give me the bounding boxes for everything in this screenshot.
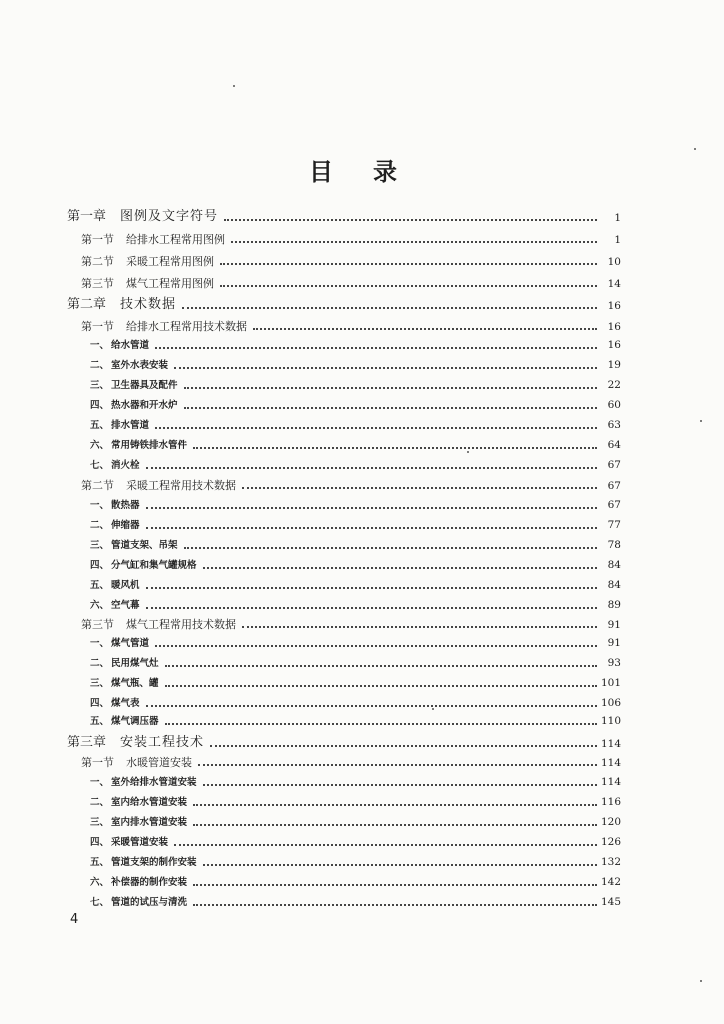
toc-entry-title: 伸缩器: [111, 520, 140, 531]
toc-entry-page: 142: [600, 876, 621, 888]
toc-entry-number: 二、: [90, 797, 110, 808]
page-number: 4: [70, 912, 79, 927]
toc-entry-title: 给水管道: [111, 340, 150, 351]
toc-entry-title: 民用煤气灶: [111, 658, 159, 669]
toc-entry-title: 煤气工程常用图例: [126, 277, 214, 290]
toc-entry-title: 煤气管道: [111, 638, 150, 649]
leader-dots: [203, 864, 597, 866]
leader-dots: [193, 904, 597, 906]
page-title: 目录: [309, 158, 437, 186]
toc-entry-page: 84: [607, 579, 621, 591]
toc-entry-title: 分气缸和集气罐规格: [111, 560, 197, 571]
toc-item: [90, 560, 621, 571]
toc-entry-title: 暖风机: [111, 580, 140, 591]
leader-dots: [146, 607, 597, 609]
toc-entry-number: 四、: [90, 400, 110, 411]
toc-item: [90, 420, 621, 431]
toc-item: [90, 340, 621, 351]
toc-item: [90, 520, 621, 531]
leader-dots: [165, 723, 597, 725]
toc-item: [90, 638, 621, 649]
leader-dots: [182, 307, 597, 309]
leader-dots: [242, 487, 597, 489]
scan-speck: [694, 148, 696, 150]
toc-entry-title: 煤气调压器: [111, 716, 159, 727]
toc-item: [90, 600, 621, 611]
leader-dots: [193, 804, 597, 806]
leader-dots: [165, 685, 597, 687]
leader-dots: [165, 665, 597, 667]
toc-section: [81, 480, 621, 491]
toc-entry-number: 第一节: [81, 320, 114, 333]
toc-entry-page: 67: [607, 479, 621, 492]
toc-entry-number: 二、: [90, 360, 110, 371]
toc-item: [90, 460, 621, 471]
toc-entry-title: 室内给水管道安装: [111, 797, 188, 808]
toc-item: [90, 817, 621, 828]
toc-entry-number: 五、: [90, 716, 110, 727]
toc-section: [81, 234, 621, 245]
toc-entry-page: 145: [600, 896, 621, 908]
toc-entry-number: 二、: [90, 520, 110, 531]
toc-entry-page: 110: [600, 715, 621, 727]
leader-dots: [184, 547, 597, 549]
toc-entry-page: 132: [600, 856, 621, 868]
leader-dots: [146, 467, 597, 469]
toc-entry-page: 116: [600, 796, 621, 808]
leader-dots: [193, 884, 597, 886]
toc-entry-page: 106: [600, 697, 621, 709]
leader-dots: [198, 764, 597, 766]
toc-entry-page: 114: [600, 776, 621, 788]
toc-item: [90, 658, 621, 669]
scan-speck: [700, 980, 702, 982]
toc-entry-title: 水暖管道安装: [126, 756, 192, 769]
toc-entry-title: 卫生器具及配件: [111, 380, 178, 391]
toc-entry-page: 63: [607, 419, 621, 431]
toc-entry-title: 常用铸铁排水管件: [111, 440, 188, 451]
toc-entry-number: 一、: [90, 340, 110, 351]
toc-entry-number: 三、: [90, 540, 110, 551]
toc-item: [90, 857, 621, 868]
toc-entry-number: 三、: [90, 380, 110, 391]
toc-entry-title: 采暖工程常用图例: [126, 255, 214, 268]
toc-entry-number: 第一章: [67, 209, 107, 224]
toc-entry-page: 16: [607, 320, 621, 333]
toc-entry-number: 五、: [90, 580, 110, 591]
leader-dots: [184, 407, 597, 409]
toc-entry-title: 煤气工程常用技术数据: [126, 618, 236, 631]
toc-entry-number: 第一节: [81, 756, 114, 769]
toc-entry-page: 1: [614, 233, 621, 246]
toc-entry-title: 技术数据: [120, 297, 177, 312]
toc-entry-title: 采暖工程常用技术数据: [126, 479, 236, 492]
toc-item: [90, 678, 621, 689]
toc-entry-title: 管道支架的制作安装: [111, 857, 197, 868]
leader-dots: [203, 567, 597, 569]
toc-entry-page: 16: [607, 299, 621, 312]
toc-entry-title: 管道支架、吊架: [111, 540, 178, 551]
toc-entry-page: 78: [607, 539, 621, 551]
leader-dots: [146, 527, 597, 529]
toc-entry-number: 四、: [90, 837, 110, 848]
leader-dots: [224, 219, 597, 221]
toc-entry-title: 室外水表安装: [111, 360, 169, 371]
toc-item: [90, 716, 621, 727]
toc-entry-number: 第三章: [67, 735, 107, 750]
toc-entry-title: 煤气瓶、罐: [111, 678, 159, 689]
toc-entry-title: 消火栓: [111, 460, 140, 471]
leader-dots: [146, 587, 597, 589]
toc-entry-number: 七、: [90, 897, 110, 908]
toc-entry-number: 五、: [90, 420, 110, 431]
toc-item: [90, 837, 621, 848]
toc-entry-page: 114: [600, 737, 621, 750]
leader-dots: [193, 447, 597, 449]
toc-entry-page: 91: [607, 637, 621, 649]
toc-entry-page: 84: [607, 559, 621, 571]
toc-entry-page: 64: [607, 439, 621, 451]
toc-entry-title: 补偿器的制作安装: [111, 877, 188, 888]
leader-dots: [155, 427, 597, 429]
toc-entry-number: 六、: [90, 877, 110, 888]
toc-entry-title: 给排水工程常用图例: [126, 233, 225, 246]
scan-speck: [233, 85, 235, 87]
toc-entry-title: 室外给排水管道安装: [111, 777, 197, 788]
scan-speck: [432, 708, 434, 710]
toc-entry-page: 89: [607, 599, 621, 611]
leader-dots: [220, 285, 597, 287]
leader-dots: [184, 387, 597, 389]
scan-speck: [467, 451, 469, 453]
leader-dots: [146, 705, 597, 707]
toc-entry-number: 六、: [90, 600, 110, 611]
toc-entry-number: 四、: [90, 560, 110, 571]
toc-entry-page: 19: [607, 359, 621, 371]
toc-entry-page: 93: [607, 657, 621, 669]
toc-item: [90, 380, 621, 391]
leader-dots: [174, 844, 597, 846]
toc-entry-number: 六、: [90, 440, 110, 451]
toc-entry-title: 室内排水管道安装: [111, 817, 188, 828]
toc-item: [90, 797, 621, 808]
toc-entry-number: 五、: [90, 857, 110, 868]
toc-item: [90, 897, 621, 908]
toc-entry-number: 第三节: [81, 618, 114, 631]
toc-section: [81, 278, 621, 289]
toc-entry-number: 七、: [90, 460, 110, 471]
leader-dots: [155, 645, 597, 647]
toc-entry-number: 一、: [90, 500, 110, 511]
toc-entry-title: 煤气表: [111, 698, 140, 709]
toc-entry-page: 114: [600, 756, 621, 769]
toc-entry-page: 91: [607, 618, 621, 631]
toc-entry-number: 一、: [90, 638, 110, 649]
toc-item: [90, 360, 621, 371]
toc-entry-number: 三、: [90, 678, 110, 689]
toc-entry-title: 排水管道: [111, 420, 150, 431]
toc-entry-number: 四、: [90, 698, 110, 709]
toc-entry-page: 126: [600, 836, 621, 848]
toc-section: [81, 256, 621, 267]
leader-dots: [203, 784, 597, 786]
toc-item: [90, 877, 621, 888]
leader-dots: [155, 347, 597, 349]
leader-dots: [174, 367, 597, 369]
toc-item: [90, 540, 621, 551]
leader-dots: [210, 745, 597, 747]
toc-entry-title: 图例及文字符号: [120, 209, 219, 224]
leader-dots: [253, 328, 597, 330]
toc-entry-page: 120: [600, 816, 621, 828]
toc-entry-page: 67: [607, 499, 621, 511]
toc-chapter: [67, 736, 621, 749]
toc-item: [90, 698, 621, 709]
toc-item: [90, 440, 621, 451]
toc-entry-number: 一、: [90, 777, 110, 788]
toc-entry-page: 60: [607, 399, 621, 411]
leader-dots: [220, 263, 597, 265]
toc-entry-page: 22: [607, 379, 621, 391]
toc-entry-title: 管道的试压与清洗: [111, 897, 188, 908]
toc-section: [81, 619, 621, 630]
toc-entry-number: 第二节: [81, 255, 114, 268]
toc-entry-page: 67: [607, 459, 621, 471]
toc-chapter: [67, 210, 621, 223]
toc-entry-title: 采暖管道安装: [111, 837, 169, 848]
toc-chapter: [67, 298, 621, 311]
toc-entry-page: 16: [607, 339, 621, 351]
toc-entry-number: 第一节: [81, 233, 114, 246]
toc-entry-number: 第三节: [81, 277, 114, 290]
toc-item: [90, 500, 621, 511]
toc-item: [90, 580, 621, 591]
toc-entry-number: 第二节: [81, 479, 114, 492]
toc-section: [81, 321, 621, 332]
toc-entry-title: 散热器: [111, 500, 140, 511]
toc-entry-page: 77: [607, 519, 621, 531]
scan-speck: [700, 420, 702, 422]
leader-dots: [242, 626, 597, 628]
toc-entry-page: 14: [607, 277, 621, 290]
leader-dots: [193, 824, 597, 826]
toc-entry-number: 三、: [90, 817, 110, 828]
toc-entry-title: 安装工程技术: [120, 735, 205, 750]
leader-dots: [146, 507, 597, 509]
toc-entry-page: 1: [614, 211, 621, 224]
toc-item: [90, 777, 621, 788]
toc-entry-title: 给排水工程常用技术数据: [126, 320, 247, 333]
toc-entry-page: 10: [607, 255, 621, 268]
toc-entry-title: 热水器和开水炉: [111, 400, 178, 411]
toc-entry-title: 空气幕: [111, 600, 140, 611]
toc-section: [81, 757, 621, 768]
leader-dots: [231, 241, 597, 243]
toc-entry-number: 第二章: [67, 297, 107, 312]
toc-item: [90, 400, 621, 411]
toc-entry-page: 101: [600, 677, 621, 689]
toc-entry-number: 二、: [90, 658, 110, 669]
